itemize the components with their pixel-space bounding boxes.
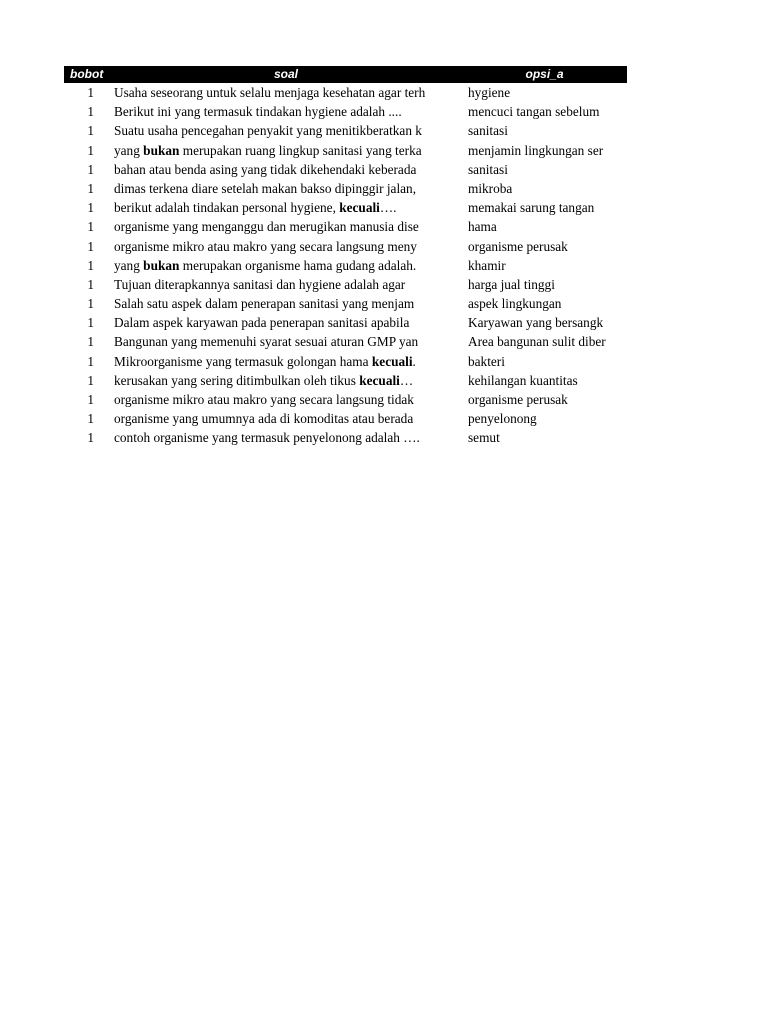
cell-soal[interactable] (114, 217, 468, 236)
cell-bobot[interactable]: 1 (87, 257, 94, 273)
cell-bobot[interactable]: 1 (87, 334, 94, 350)
spreadsheet (64, 66, 627, 448)
cell-soal[interactable] (114, 332, 468, 351)
cell-opsi-a[interactable]: penyelonong (468, 411, 537, 427)
table-row (64, 141, 627, 160)
soal-text: organisme yang menganggu dan merugikan manusia dise (114, 219, 419, 235)
table-row (64, 102, 627, 121)
table-row (64, 352, 627, 371)
cell-soal[interactable] (114, 141, 468, 160)
cell-soal[interactable] (114, 256, 468, 275)
soal-text-suffix: …. (379, 200, 397, 216)
header-row (64, 66, 627, 83)
table-body (64, 83, 627, 448)
soal-text: contoh organisme yang termasuk penyelonong adalah …. (114, 430, 420, 446)
cell-opsi-a[interactable]: bakteri (468, 353, 505, 369)
header-opsi-a[interactable]: opsi_a (525, 67, 564, 81)
soal-text: Suatu usaha pencegahan penyakit yang menitikberatkan k (114, 123, 422, 139)
cell-opsi-a[interactable]: harga jual tinggi (468, 276, 555, 292)
cell-bobot[interactable]: 1 (87, 104, 94, 120)
cell-opsi-a[interactable]: organisme perusak (468, 238, 568, 254)
table-row (64, 83, 627, 102)
table-row (64, 332, 627, 351)
cell-soal[interactable] (114, 102, 468, 121)
cell-bobot[interactable]: 1 (87, 411, 94, 427)
table-row (64, 390, 627, 409)
cell-soal[interactable] (114, 198, 468, 217)
table-row (64, 160, 627, 179)
table-row (64, 179, 627, 198)
table-row (64, 198, 627, 217)
soal-text: kerusakan yang sering ditimbulkan oleh tikus (114, 372, 360, 388)
soal-bold-text: kecuali (359, 372, 400, 388)
table-row (64, 121, 627, 140)
soal-text: dimas terkena diare setelah makan bakso dipinggir jalan, (114, 180, 417, 196)
table-row (64, 294, 627, 313)
header-soal[interactable]: soal (273, 67, 298, 81)
cell-opsi-a[interactable]: kehilangan kuantitas (468, 372, 578, 388)
soal-text: Mikroorganisme yang termasuk golongan hama (114, 353, 372, 369)
soal-bold-text: bukan (143, 142, 180, 158)
cell-bobot[interactable]: 1 (87, 200, 94, 216)
soal-text: Berikut ini yang termasuk tindakan hygiene adalah .... (114, 104, 402, 120)
soal-text: bahan atau benda asing yang tidak dikehendaki keberada (114, 161, 417, 177)
soal-text: yang (114, 257, 144, 273)
cell-soal[interactable] (114, 428, 468, 447)
cell-soal[interactable] (114, 390, 468, 409)
header-bobot[interactable]: bobot (70, 67, 104, 81)
soal-text: organisme yang umumnya ada di komoditas atau berada (114, 411, 414, 427)
cell-opsi-a[interactable]: sanitasi (468, 161, 508, 177)
cell-opsi-a[interactable]: memakai sarung tangan (468, 200, 595, 216)
cell-opsi-a[interactable]: sanitasi (468, 123, 508, 139)
cell-opsi-a[interactable]: mencuci tangan sebelum (468, 104, 600, 120)
cell-soal[interactable] (114, 313, 468, 332)
cell-bobot[interactable]: 1 (87, 219, 94, 235)
soal-text: Usaha seseorang untuk selalu menjaga kesehatan agar terh (114, 85, 426, 100)
cell-bobot[interactable]: 1 (87, 296, 94, 312)
soal-text: Dalam aspek karyawan pada penerapan sanitasi apabila (114, 315, 410, 331)
soal-text-suffix: … (399, 372, 414, 388)
cell-bobot[interactable]: 1 (87, 392, 94, 407)
cell-bobot[interactable]: 1 (87, 123, 94, 139)
cell-opsi-a[interactable]: hama (468, 219, 497, 235)
soal-text: Bangunan yang memenuhi syarat sesuai aturan GMP yan (114, 334, 419, 350)
cell-bobot[interactable]: 1 (87, 315, 94, 331)
soal-text: berikut adalah tindakan personal hygiene, (114, 200, 340, 216)
cell-soal[interactable] (114, 121, 468, 140)
table-row (64, 217, 627, 236)
cell-bobot[interactable]: 1 (87, 180, 94, 196)
soal-bold-text: kecuali (339, 200, 380, 216)
cell-soal[interactable] (114, 83, 468, 102)
soal-text: organisme mikro atau makro yang secara langsung tidak (114, 392, 414, 407)
soal-bold-text: bukan (143, 257, 180, 273)
cell-opsi-a[interactable]: menjamin lingkungan ser (468, 142, 604, 158)
cell-bobot[interactable]: 1 (87, 430, 94, 446)
table-row (64, 275, 627, 294)
cell-opsi-a[interactable]: khamir (468, 257, 506, 273)
cell-opsi-a[interactable]: mikroba (468, 180, 513, 196)
soal-text-suffix: . (412, 353, 416, 369)
soal-text-suffix: merupakan organisme hama gudang adalah. (179, 257, 417, 273)
cell-bobot[interactable]: 1 (87, 238, 94, 254)
soal-text: yang (114, 142, 144, 158)
cell-soal[interactable] (114, 160, 468, 179)
cell-bobot[interactable]: 1 (87, 142, 94, 158)
soal-text: Tujuan diterapkannya sanitasi dan hygiene adalah agar (114, 276, 406, 292)
cell-opsi-a[interactable]: organisme perusak (468, 392, 568, 407)
table-row (64, 371, 627, 390)
cell-bobot[interactable]: 1 (87, 372, 94, 388)
table-row (64, 409, 627, 428)
cell-soal[interactable] (114, 237, 468, 256)
table-row (64, 428, 627, 447)
cell-bobot[interactable]: 1 (87, 85, 94, 100)
soal-text: organisme mikro atau makro yang secara langsung meny (114, 238, 417, 254)
cell-opsi-a[interactable]: semut (468, 430, 500, 446)
soal-bold-text: kecuali (371, 353, 413, 369)
cell-bobot[interactable]: 1 (87, 276, 94, 292)
cell-opsi-a[interactable]: Karyawan yang bersangk (468, 315, 604, 331)
cell-soal[interactable] (114, 294, 468, 313)
cell-soal[interactable] (114, 275, 468, 294)
cell-opsi-a[interactable]: hygiene (468, 85, 511, 100)
soal-text-suffix: merupakan ruang lingkup sanitasi yang terka (179, 142, 422, 158)
table-row (64, 237, 627, 256)
cell-bobot[interactable]: 1 (87, 353, 94, 369)
cell-bobot[interactable]: 1 (87, 161, 94, 177)
cell-opsi-a[interactable]: Area bangunan sulit diber (468, 334, 606, 350)
cell-opsi-a[interactable]: aspek lingkungan (468, 296, 562, 312)
cell-soal[interactable] (114, 352, 468, 371)
soal-text: Salah satu aspek dalam penerapan sanitasi yang menjam (114, 296, 415, 312)
cell-soal[interactable] (114, 371, 468, 390)
cell-soal[interactable] (114, 409, 468, 428)
table-row (64, 313, 627, 332)
table-row (64, 256, 627, 275)
cell-soal[interactable] (114, 179, 468, 198)
